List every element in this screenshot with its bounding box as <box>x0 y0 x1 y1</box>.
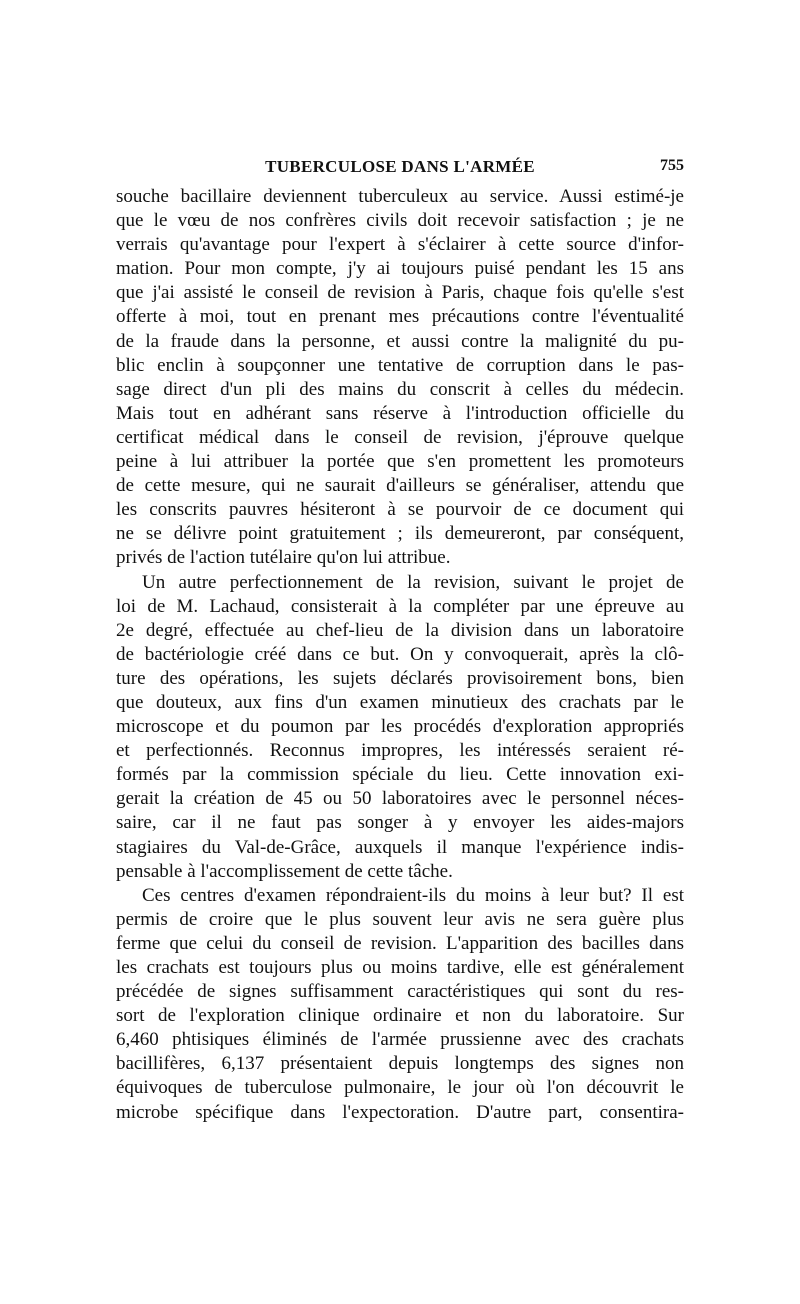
text-line: ferme que celui du conseil de revision. L'apparition des bacilles dans <box>116 932 684 954</box>
text-line: que douteux, aux fins d'un examen minutieux des crachats par le <box>116 691 684 713</box>
text-line: les conscrits pauvres hésiteront à se pourvoir de ce document qui <box>116 499 684 521</box>
text-line: peine à lui attribuer la portée que s'en promettent les promoteurs <box>116 451 684 473</box>
text-line: sort de l'exploration clinique ordinaire et non du laboratoire. Sur <box>116 1005 684 1027</box>
text-line: formés par la commission spéciale du lieu. Cette innovation exi- <box>116 764 684 786</box>
text-line: blic enclin à soupçonner une tentative de corruption dans le pas- <box>116 354 684 376</box>
text-line: que j'ai assisté le conseil de revision à Paris, chaque fois qu'elle s'est <box>116 282 684 304</box>
text-line: de la fraude dans la personne, et aussi contre la malignité du pu- <box>116 330 684 352</box>
text-line: verrais qu'avantage pour l'expert à s'éclairer à cette source d'infor- <box>116 234 684 256</box>
text-line: ne se délivre point gratuitement ; ils demeureront, par conséquent, <box>116 523 684 545</box>
text-line: équivoques de tuberculose pulmonaire, le jour où l'on découvrit le <box>116 1077 684 1099</box>
text-line: pensable à l'accomplissement de cette tâche. <box>116 860 453 882</box>
text-line: Un autre perfectionnement de la revision, suivant le projet de <box>142 571 684 593</box>
chapter-title: TUBERCULOSE DANS L'ARMÉE <box>265 157 535 176</box>
text-line: permis de croire que le plus souvent leur avis ne sera guère plus <box>116 908 684 930</box>
text-line: de cette mesure, qui ne saurait d'ailleurs se généraliser, attendu que <box>116 475 684 497</box>
text-line: Ces centres d'examen répondraient-ils du moins à leur but? Il est <box>142 884 684 906</box>
text-line: offerte à moi, tout en prenant mes précautions contre l'éventualité <box>116 306 684 328</box>
text-line: que le vœu de nos confrères civils doit recevoir satisfaction ; je ne <box>116 210 684 232</box>
text-line: 2e degré, effectuée au chef-lieu de la division dans un laboratoire <box>116 619 684 641</box>
text-line: de bactériologie créé dans ce but. On y convoquerait, après la clô- <box>116 643 684 665</box>
text-line: Mais tout en adhérant sans réserve à l'introduction officielle du <box>116 402 684 424</box>
text-line: privés de l'action tutélaire qu'on lui attribue. <box>116 547 451 569</box>
text-line: et perfectionnés. Reconnus impropres, les intéressés seraient ré- <box>116 740 684 762</box>
text-line: microscope et du poumon par les procédés d'exploration appropriés <box>116 716 684 738</box>
text-line: loi de M. Lachaud, consisterait à la compléter par une épreuve au <box>116 595 684 617</box>
text-line: gerait la création de 45 ou 50 laboratoires avec le personnel néces- <box>116 788 684 810</box>
running-header <box>116 157 684 181</box>
text-line: les crachats est toujours plus ou moins tardive, elle est généralement <box>116 957 684 978</box>
text-line: microbe spécifique dans l'expectoration. D'autre part, consentira- <box>116 1101 684 1123</box>
body-text <box>116 185 684 1125</box>
text-line: saire, car il ne faut pas songer à y envoyer les aides-majors <box>116 812 684 834</box>
text-line: mation. Pour mon compte, j'y ai toujours puisé pendant les 15 ans <box>116 258 684 280</box>
text-line: sage direct d'un pli des mains du conscrit à celles du médecin. <box>116 378 684 400</box>
text-line: 6,460 phtisiques éliminés de l'armée prussienne avec des crachats <box>116 1029 684 1051</box>
text-line: ture des opérations, les sujets déclarés provisoirement bons, bien <box>116 667 684 689</box>
text-line: stagiaires du Val-de-Grâce, auxquels il manque l'expérience indis- <box>116 836 684 858</box>
text-line: précédée de signes suffisamment caractéristiques qui sont du res- <box>116 981 684 1003</box>
page-number: 755 <box>660 157 684 174</box>
text-line: bacillifères, 6,137 présentaient depuis longtemps des signes non <box>116 1053 684 1075</box>
text-line: certificat médical dans le conseil de revision, j'éprouve quelque <box>116 426 684 448</box>
text-line: souche bacillaire deviennent tuberculeux au service. Aussi estimé-je <box>116 186 684 207</box>
